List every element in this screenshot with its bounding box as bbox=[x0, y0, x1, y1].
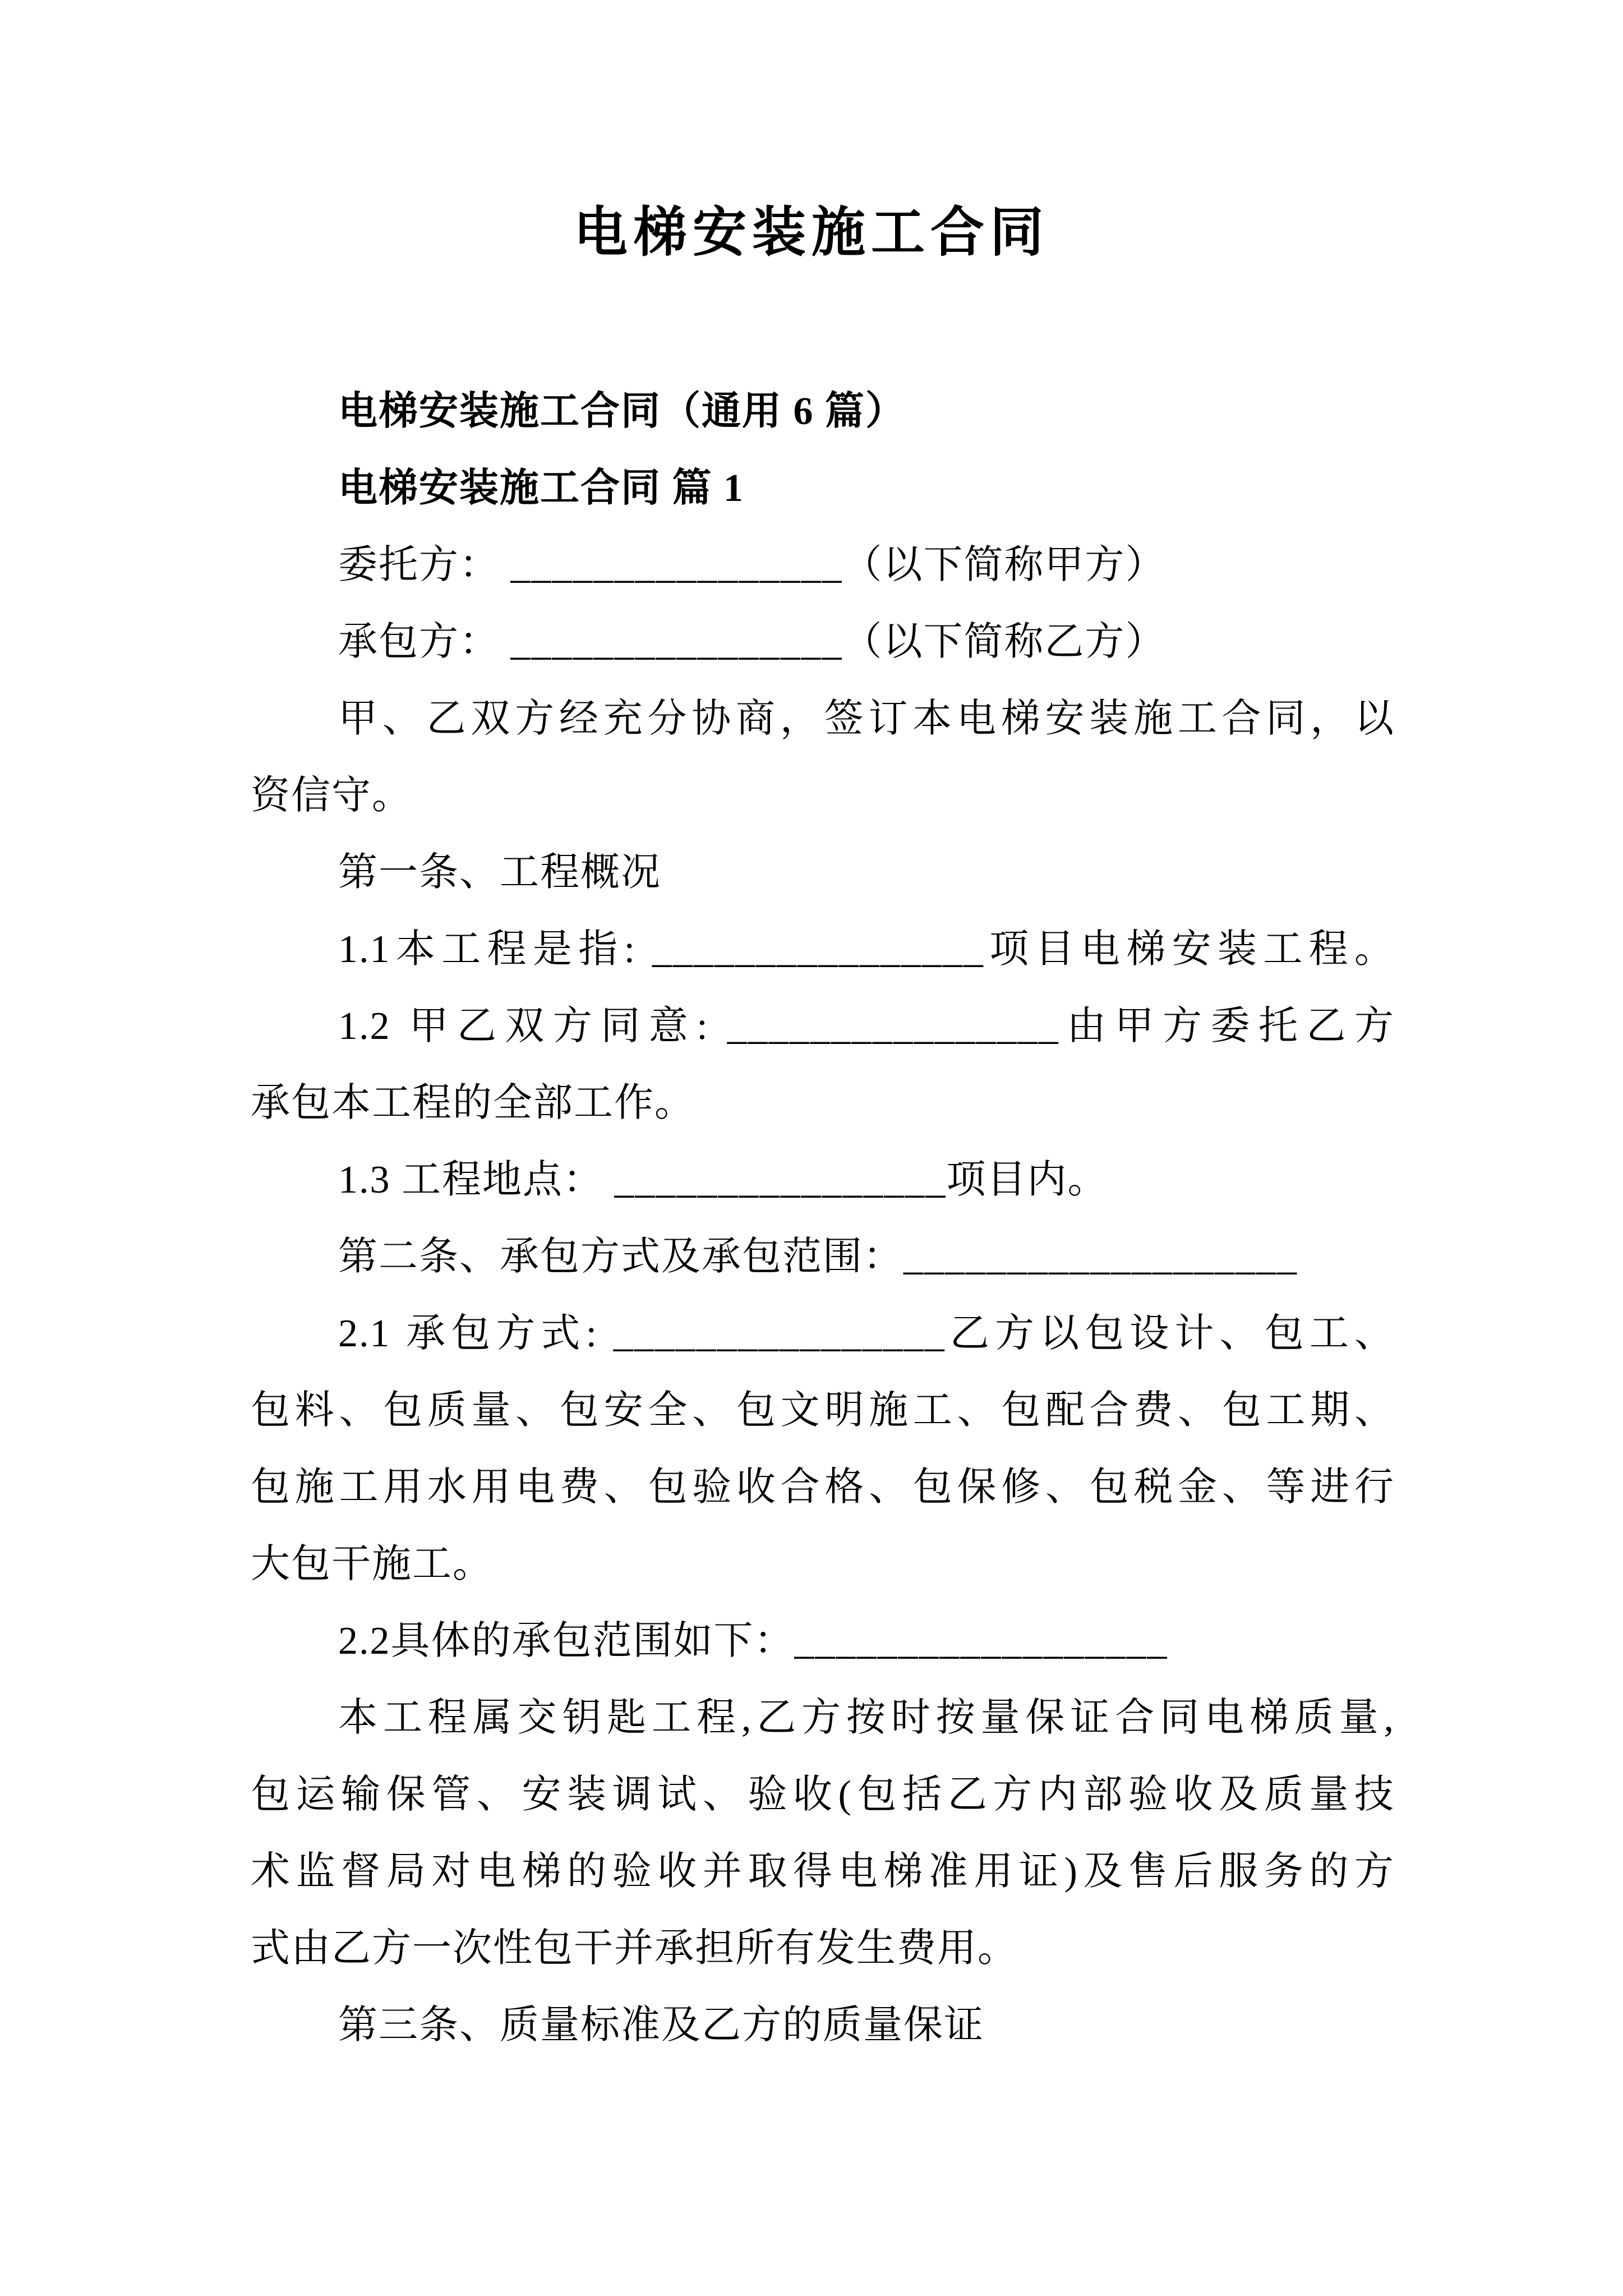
paragraph-line: 资信守。 bbox=[251, 774, 412, 817]
paragraph-line: 大包干施工。 bbox=[251, 1543, 493, 1586]
paragraph-line: 包施工用水用电费、包验收合格、包保修、包税金、等进行 bbox=[251, 1466, 1395, 1509]
paragraph-line: 2.1 承包方式: ________________乙方以包设计、包工、 bbox=[338, 1312, 1395, 1355]
paragraph-line: 包料、包质量、包安全、包文明施工、包配合费、包工期、 bbox=[251, 1389, 1395, 1432]
document-body bbox=[251, 373, 1395, 2064]
paragraph-line: 委托方： ________________（以下简称甲方） bbox=[338, 544, 1166, 587]
paragraph-line: 电梯安装施工合同 篇 1 bbox=[338, 467, 744, 510]
paragraph-line: 包运输保管、安装调试、验收(包括乙方内部验收及质量技 bbox=[251, 1773, 1395, 1816]
paragraph-line: 第三条、质量标准及乙方的质量保证 bbox=[338, 2004, 984, 2047]
paragraph-line: 第二条、承包方式及承包范围：___________________ bbox=[338, 1235, 1298, 1278]
paragraph-line: 承包本工程的全部工作。 bbox=[251, 1082, 695, 1125]
paragraph-line: 电梯安装施工合同（通用 6 篇） bbox=[338, 390, 906, 433]
paragraph-line: 术监督局对电梯的验收并取得电梯准用证)及售后服务的方 bbox=[251, 1850, 1395, 1893]
paragraph-line: 第一条、工程概况 bbox=[338, 851, 661, 894]
paragraph-line: 1.1本工程是指: ________________项目电梯安装工程。 bbox=[338, 928, 1395, 971]
document-title: 电梯安装施工合同 bbox=[574, 203, 1049, 263]
paragraph-line: 1.2 甲乙双方同意: ________________由甲方委托乙方 bbox=[338, 1005, 1395, 1048]
paragraph-line: 1.3 工程地点： ________________项目内。 bbox=[338, 1158, 1108, 1202]
paragraph-line: 甲、乙双方经充分协商，签订本电梯安装施工合同，以 bbox=[338, 697, 1395, 740]
paragraph-line: 本工程属交钥匙工程,乙方按时按量保证合同电梯质量, bbox=[338, 1696, 1395, 1740]
paragraph-line: 承包方： ________________（以下简称乙方） bbox=[338, 620, 1166, 664]
paragraph-line: 2.2具体的承包范围如下：__________________ bbox=[338, 1619, 1168, 1663]
paragraph-line: 式由乙方一次性包干并承担所有发生费用。 bbox=[251, 1927, 1018, 1970]
